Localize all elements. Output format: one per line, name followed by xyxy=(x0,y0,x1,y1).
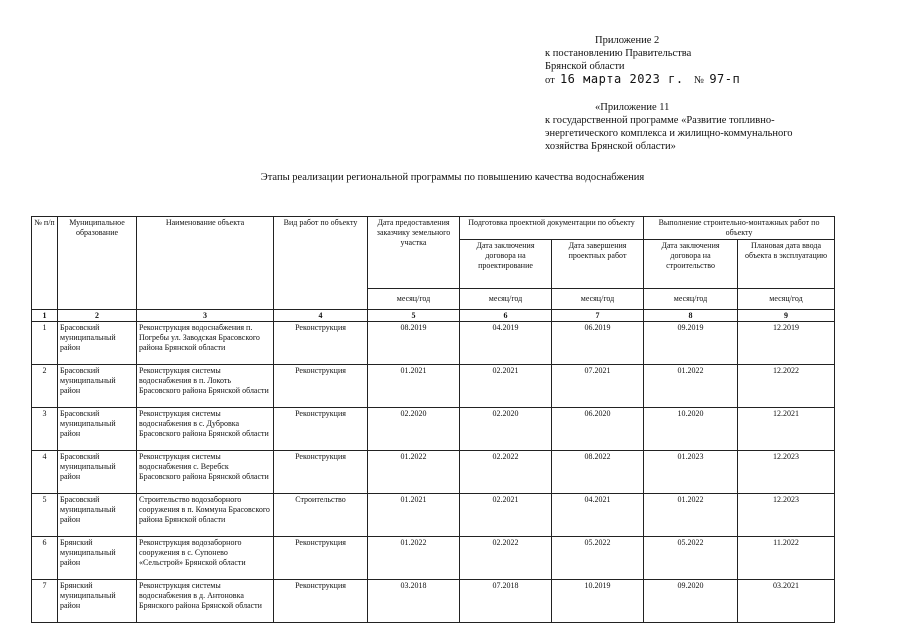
appendix-block xyxy=(545,34,793,153)
row-design-finish: 08.2022 xyxy=(552,451,644,494)
row-land-date: 01.2021 xyxy=(368,365,460,408)
column-number: 4 xyxy=(274,310,368,322)
row-number: 7 xyxy=(32,580,58,623)
row-number: 1 xyxy=(32,322,58,365)
row-build-contract: 10.2020 xyxy=(644,408,738,451)
unit-label: месяц/год xyxy=(552,289,644,310)
row-work-type: Реконструкция xyxy=(274,322,368,365)
appendix-date-line xyxy=(545,73,793,87)
table-row xyxy=(32,322,835,365)
column-number: 6 xyxy=(460,310,552,322)
row-work-type: Реконструкция xyxy=(274,580,368,623)
unit-label: месяц/год xyxy=(460,289,552,310)
column-number: 1 xyxy=(32,310,58,322)
row-commission: 12.2019 xyxy=(738,322,835,365)
appendix-decree-line: к постановлению Правительства xyxy=(545,48,692,59)
row-commission: 12.2023 xyxy=(738,494,835,537)
row-municipality: Брасовский муниципальный район xyxy=(58,494,137,537)
unit-label: месяц/год xyxy=(738,289,835,310)
document-title: Этапы реализации региональной программы по повышению качества водоснабжения xyxy=(260,172,645,183)
header-land-date: Дата предоставления заказчику земельного участка xyxy=(368,217,460,289)
table-body xyxy=(32,322,835,623)
row-land-date: 01.2022 xyxy=(368,537,460,580)
number-prefix: № xyxy=(694,75,705,86)
row-work-type: Реконструкция xyxy=(274,408,368,451)
row-design-contract: 02.2021 xyxy=(460,365,552,408)
row-number: 6 xyxy=(32,537,58,580)
row-design-contract: 07.2018 xyxy=(460,580,552,623)
header-build-contract: Дата заключения договора на строительство xyxy=(644,240,738,289)
table-row xyxy=(32,365,835,408)
row-design-contract: 02.2021 xyxy=(460,494,552,537)
table-row xyxy=(32,580,835,623)
row-number: 2 xyxy=(32,365,58,408)
row-municipality: Брасовский муниципальный район xyxy=(58,451,137,494)
row-commission: 11.2022 xyxy=(738,537,835,580)
row-object: Реконструкция системы водоснабжения в д. Антоновка Брянского района Брянской области xyxy=(137,580,274,623)
row-municipality: Брянский муниципальный район xyxy=(58,580,137,623)
header-commission: Плановая дата ввода объекта в эксплуатацию xyxy=(738,240,835,289)
row-design-contract: 02.2022 xyxy=(460,451,552,494)
row-number: 4 xyxy=(32,451,58,494)
row-design-finish: 04.2021 xyxy=(552,494,644,537)
header-object: Наименование объекта xyxy=(137,217,274,310)
row-work-type: Реконструкция xyxy=(274,365,368,408)
row-municipality: Брасовский муниципальный район xyxy=(58,322,137,365)
row-work-type: Строительство xyxy=(274,494,368,537)
row-build-contract: 09.2020 xyxy=(644,580,738,623)
row-municipality: Брасовский муниципальный район xyxy=(58,365,137,408)
row-land-date: 01.2022 xyxy=(368,451,460,494)
row-number: 5 xyxy=(32,494,58,537)
row-land-date: 02.2020 xyxy=(368,408,460,451)
row-build-contract: 01.2022 xyxy=(644,365,738,408)
column-number: 7 xyxy=(552,310,644,322)
header-design-finish: Дата завершения проектных работ xyxy=(552,240,644,289)
row-commission: 12.2022 xyxy=(738,365,835,408)
row-work-type: Реконструкция xyxy=(274,537,368,580)
row-object: Реконструкция водозаборного сооружения в с. Супонево «Сельстрой» Брянской области xyxy=(137,537,274,580)
decree-date: 16 марта 2023 г. xyxy=(559,72,684,86)
row-design-finish: 07.2021 xyxy=(552,365,644,408)
row-build-contract: 09.2019 xyxy=(644,322,738,365)
table-row xyxy=(32,408,835,451)
row-land-date: 01.2021 xyxy=(368,494,460,537)
column-number: 5 xyxy=(368,310,460,322)
table-row xyxy=(32,494,835,537)
appendix-title: Приложение 2 xyxy=(595,35,660,46)
row-commission: 03.2021 xyxy=(738,580,835,623)
row-land-date: 08.2019 xyxy=(368,322,460,365)
row-number: 3 xyxy=(32,408,58,451)
program-appendix-title: «Приложение 11 xyxy=(595,102,670,113)
row-object: Строительство водозаборного сооружения в п. Коммуна Брасовского района Брянской области xyxy=(137,494,274,537)
row-design-finish: 10.2019 xyxy=(552,580,644,623)
appendix-region-line: Брянской области xyxy=(545,61,625,72)
header-build-group: Выполнение строительно-монтажных работ по объекту xyxy=(644,217,835,240)
row-object: Реконструкция системы водоснабжения с. Веребск Брасовского района Брянской области xyxy=(137,451,274,494)
row-municipality: Брасовский муниципальный район xyxy=(58,408,137,451)
row-commission: 12.2021 xyxy=(738,408,835,451)
date-prefix: от xyxy=(545,75,555,86)
row-object: Реконструкция системы водоснабжения в с. Дубровка Брасовского района Брянской области xyxy=(137,408,274,451)
header-municipality: Муниципальное образование xyxy=(58,217,137,310)
row-land-date: 03.2018 xyxy=(368,580,460,623)
row-build-contract: 01.2022 xyxy=(644,494,738,537)
row-municipality: Брянский муниципальный район xyxy=(58,537,137,580)
header-design-contract: Дата заключения договора на проектирование xyxy=(460,240,552,289)
header-work-type: Вид работ по объекту xyxy=(274,217,368,310)
row-design-contract: 02.2020 xyxy=(460,408,552,451)
decree-number: 97-п xyxy=(709,72,741,86)
row-design-contract: 04.2019 xyxy=(460,322,552,365)
row-work-type: Реконструкция xyxy=(274,451,368,494)
header-num: № п/п xyxy=(32,217,58,310)
row-design-finish: 06.2020 xyxy=(552,408,644,451)
program-line-1: к государственной программе «Развитие топливно- xyxy=(545,115,775,126)
header-design-group: Подготовка проектной документации по объекту xyxy=(460,217,644,240)
column-number: 9 xyxy=(738,310,835,322)
row-design-finish: 05.2022 xyxy=(552,537,644,580)
stages-table xyxy=(31,216,835,623)
row-build-contract: 05.2022 xyxy=(644,537,738,580)
row-object: Реконструкция системы водоснабжения в п. Локоть Брасовского района Брянской области xyxy=(137,365,274,408)
table-row xyxy=(32,451,835,494)
column-number: 8 xyxy=(644,310,738,322)
row-design-finish: 06.2019 xyxy=(552,322,644,365)
row-build-contract: 01.2023 xyxy=(644,451,738,494)
unit-label: месяц/год xyxy=(368,289,460,310)
table-row xyxy=(32,537,835,580)
column-number: 2 xyxy=(58,310,137,322)
row-commission: 12.2023 xyxy=(738,451,835,494)
row-object: Реконструкция водоснабжения п. Погребы ул. Заводская Брасовского района Брянской области xyxy=(137,322,274,365)
unit-label: месяц/год xyxy=(644,289,738,310)
row-design-contract: 02.2022 xyxy=(460,537,552,580)
program-line-3: хозяйства Брянской области» xyxy=(545,141,676,152)
column-number: 3 xyxy=(137,310,274,322)
program-line-2: энергетического комплекса и жилищно-коммунального xyxy=(545,128,793,139)
